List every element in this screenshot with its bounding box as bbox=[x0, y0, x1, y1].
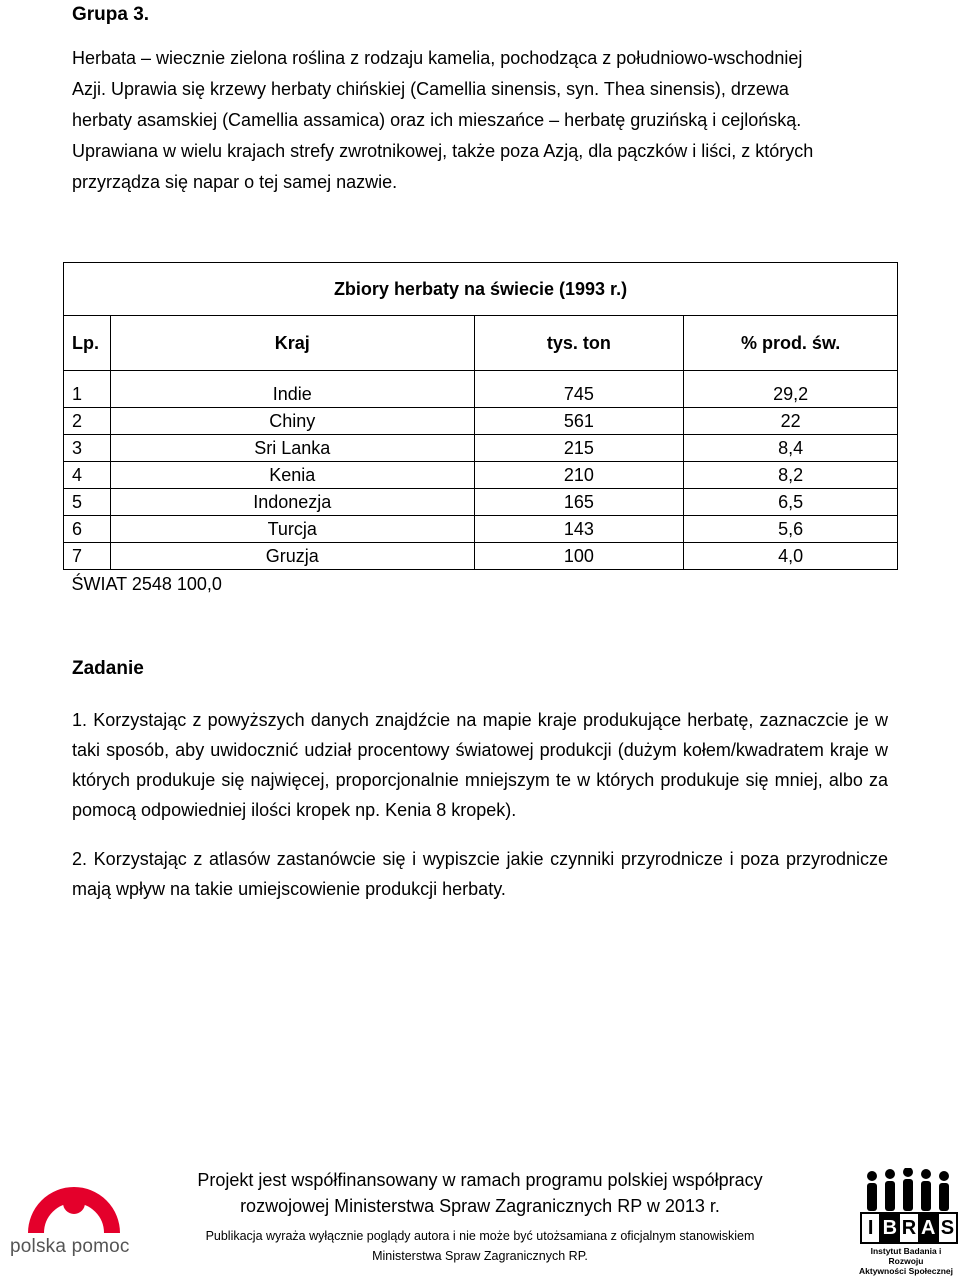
tea-harvest-table bbox=[63, 262, 898, 598]
ibras-name-line: Aktywności Społecznej bbox=[859, 1266, 953, 1276]
cell-lp: 6 bbox=[64, 516, 111, 543]
cell-percent: 6,5 bbox=[684, 489, 898, 516]
intro-line: Herbata – wiecznie zielona roślina z rodzaju kamelia, pochodząca z południowo-wschodniej bbox=[72, 48, 803, 68]
ibras-logo bbox=[852, 1168, 960, 1277]
cell-percent: 8,2 bbox=[684, 462, 898, 489]
table-row bbox=[64, 516, 898, 543]
cell-percent: 29,2 bbox=[684, 371, 898, 408]
task-title: Zadanie bbox=[72, 658, 144, 679]
ibras-letter: B bbox=[881, 1214, 900, 1242]
polska-pomoc-emblem-icon bbox=[8, 1163, 138, 1235]
column-header-country: Kraj bbox=[110, 316, 474, 371]
ibras-name-line: Instytut Badania i Rozwoju bbox=[870, 1246, 942, 1266]
ibras-letter: A bbox=[920, 1214, 939, 1242]
table-total-row bbox=[64, 570, 898, 599]
table-row bbox=[64, 435, 898, 462]
world-total: ŚWIAT 2548 100,0 bbox=[64, 570, 898, 599]
column-header-thousand-tons: tys. ton bbox=[474, 316, 684, 371]
intro-line: Azji. Uprawia się krzewy herbaty chińskiej (Camellia sinensis, syn. Thea sinensis), drzewa bbox=[72, 79, 789, 99]
section-heading: Grupa 3. bbox=[72, 4, 150, 25]
intro-line: przyrządza się napar o tej samej nazwie. bbox=[72, 172, 398, 192]
intro-line: Uprawiana w wielu krajach strefy zwrotnikowej, także poza Azją, dla pączków i liści, z których bbox=[72, 141, 814, 161]
cell-tons: 561 bbox=[474, 408, 684, 435]
ibras-figures-icon bbox=[852, 1168, 960, 1212]
table-row bbox=[64, 408, 898, 435]
footer-funding-note bbox=[150, 1167, 810, 1219]
footer-disclaimer bbox=[150, 1226, 810, 1266]
table-row bbox=[64, 543, 898, 570]
cell-country: Indonezja bbox=[110, 489, 474, 516]
ibras-full-name bbox=[852, 1246, 960, 1276]
cell-percent: 4,0 bbox=[684, 543, 898, 570]
table-title: Zbiory herbaty na świecie (1993 r.) bbox=[64, 263, 898, 316]
polska-pomoc-logo bbox=[8, 1163, 138, 1263]
cell-percent: 22 bbox=[684, 408, 898, 435]
cell-country: Chiny bbox=[110, 408, 474, 435]
ibras-letters bbox=[860, 1212, 958, 1244]
task-item-2: 2. Korzystając z atlasów zastanówcie się i wypiszcie jakie czynniki przyrodnicze i poza przyrodnicze mają wpływ na takie umiejscowienie produkcji herbaty. bbox=[72, 849, 888, 899]
cell-country: Gruzja bbox=[110, 543, 474, 570]
cell-lp: 3 bbox=[64, 435, 111, 462]
cell-tons: 165 bbox=[474, 489, 684, 516]
intro-paragraph bbox=[72, 43, 888, 198]
ibras-letter: R bbox=[900, 1214, 919, 1242]
polska-pomoc-wordmark: polska pomoc bbox=[10, 1236, 130, 1257]
task-item-1: 1. Korzystając z powyższych danych znajdźcie na mapie kraje produkujące herbatę, zaznaczcie je w taki sposób, aby uwidocznić udział procentowy światowej produkcji (dużym kołem/kwadratem kraje w których produkuje się najwięcej, proporcjonalnie mniejszym te w których produkuje się mniej, albo za pomocą odpowiedniej ilości kropek np. Kenia 8 kropek). bbox=[72, 710, 888, 820]
table-row bbox=[64, 371, 898, 408]
cell-country: Kenia bbox=[110, 462, 474, 489]
cell-lp: 2 bbox=[64, 408, 111, 435]
cell-tons: 745 bbox=[474, 371, 684, 408]
cell-tons: 210 bbox=[474, 462, 684, 489]
footer-line: Ministerstwa Spraw Zagranicznych RP. bbox=[372, 1249, 588, 1263]
cell-tons: 215 bbox=[474, 435, 684, 462]
cell-lp: 7 bbox=[64, 543, 111, 570]
cell-lp: 1 bbox=[64, 371, 111, 408]
intro-line: herbaty asamskiej (Camellia assamica) oraz ich mieszańce – herbatę gruzińską i cejlońską. bbox=[72, 110, 802, 130]
cell-percent: 5,6 bbox=[684, 516, 898, 543]
cell-country: Indie bbox=[110, 371, 474, 408]
cell-tons: 143 bbox=[474, 516, 684, 543]
cell-percent: 8,4 bbox=[684, 435, 898, 462]
table-row bbox=[64, 489, 898, 516]
column-header-lp: Lp. bbox=[64, 316, 111, 371]
footer-line: Projekt jest współfinansowany w ramach programu polskiej współpracy bbox=[197, 1170, 763, 1190]
ibras-letter: S bbox=[940, 1216, 955, 1239]
cell-lp: 4 bbox=[64, 462, 111, 489]
cell-country: Sri Lanka bbox=[110, 435, 474, 462]
footer-line: rozwojowej Ministerstwa Spraw Zagranicznych RP w 2013 r. bbox=[240, 1196, 720, 1216]
cell-lp: 5 bbox=[64, 489, 111, 516]
table-row bbox=[64, 462, 898, 489]
cell-country: Turcja bbox=[110, 516, 474, 543]
column-header-percent-world: % prod. św. bbox=[684, 316, 898, 371]
cell-tons: 100 bbox=[474, 543, 684, 570]
footer-line: Publikacja wyraża wyłącznie poglądy autora i nie może być utożsamiana z oficjalnym stanowiskiem bbox=[205, 1229, 755, 1243]
ibras-letter: I bbox=[862, 1214, 881, 1242]
